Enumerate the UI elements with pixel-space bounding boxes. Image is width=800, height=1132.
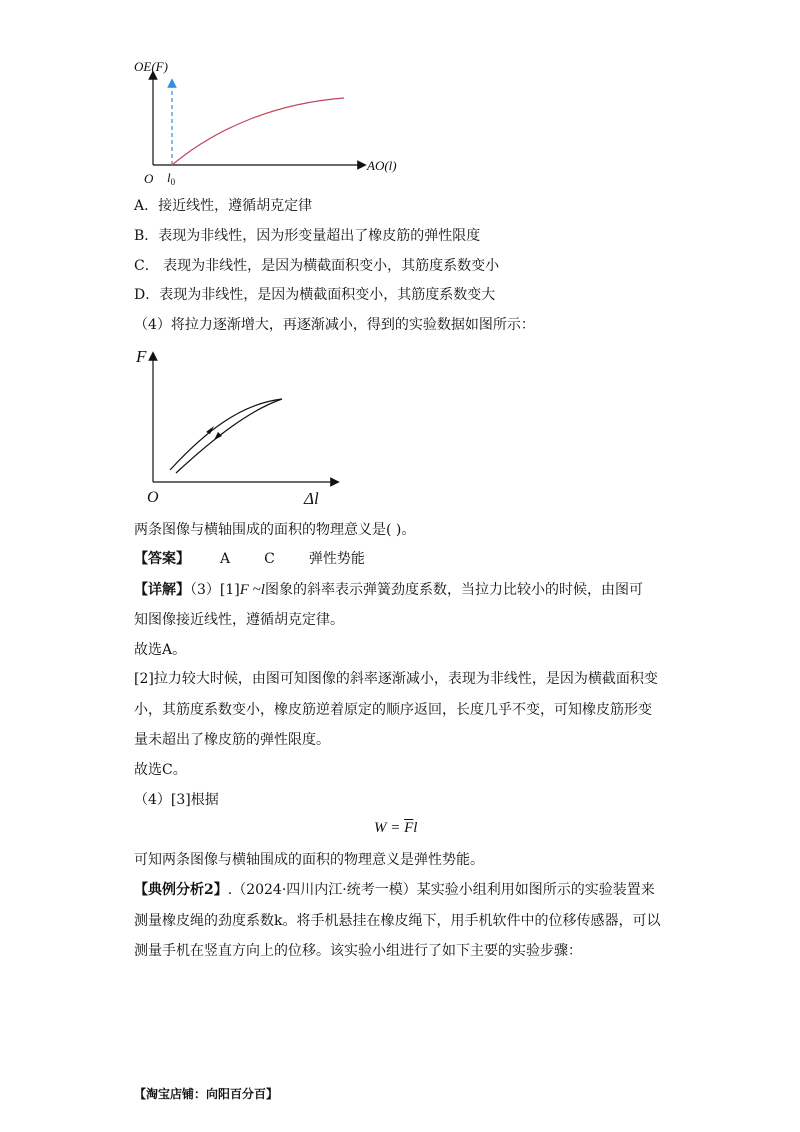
formula-lhs: W =: [374, 820, 405, 836]
explain-line-2: 知图像接近线性，遵循胡克定律。: [134, 612, 344, 628]
figure-2-graph: [130, 342, 350, 507]
answer-label: 【答案】: [134, 551, 190, 567]
option-b: B．表现为非线性，因为形变量超出了橡皮筋的弹性限度: [134, 228, 481, 244]
figure-1-graph: [130, 55, 410, 190]
explain-label: 【详解】: [134, 582, 190, 598]
question-4-text: 两条图像与横轴围成的面积的物理意义是( )。: [134, 522, 416, 538]
example-line-1: [134, 880, 655, 900]
figure-2-unloading-curve: [176, 399, 282, 473]
formula-rhs: l: [413, 820, 418, 836]
option-a: A．接近线性，遵循胡克定律: [134, 198, 313, 214]
explain-line-7: 故选C。: [134, 762, 187, 778]
example-line-3: 测量手机在竖直方向上的位移。该实验小组进行了如下主要的实验步骤：: [134, 943, 582, 959]
answer-3: 弹性势能: [308, 551, 365, 567]
example-label: 【典例分析2】: [134, 882, 228, 898]
work-formula: [374, 820, 417, 837]
figure-2-x-label: Δl: [304, 489, 319, 507]
explain-line-1: [134, 580, 643, 600]
answer-1: A: [220, 551, 231, 567]
explain-line-8: （4）[3]根据: [134, 792, 219, 808]
figure-2-origin: O: [147, 489, 159, 506]
example-line-2: 测量橡皮绳的劲度系数k。将手机悬挂在橡皮绳下，用手机软件中的位移传感器，可以: [134, 913, 661, 929]
explain-line-5: 小，其筋度系数变小，橡皮筋逆着原定的顺序返回，长度几乎不变，可知橡皮筋形变: [134, 702, 652, 718]
figure-2-loading-curve: [170, 399, 282, 470]
option-d: D．表现为非线性，是因为横截面积变小，其筋度系数变大: [134, 287, 496, 303]
explain-line-4: [2]拉力较大时候，由图可知图像的斜率逐渐减小，表现为非线性，是因为横截面积变: [134, 671, 658, 687]
question-4-intro: （4）将拉力逐渐增大，再逐渐减小，得到的实验数据如图所示：: [134, 317, 535, 333]
figure-2-down-arrow: [214, 432, 222, 440]
figure-1-x-label: AO(l): [367, 158, 397, 173]
figure-1-y-label: OE(F): [134, 59, 168, 74]
answer-line: [134, 549, 365, 569]
answer-2: C: [264, 551, 275, 567]
figure-2-y-label: F: [136, 347, 147, 366]
option-c: C． 表现为非线性，是因为横截面积变小，其筋度系数变小: [134, 258, 500, 274]
example-line-1-text: .（2024·四川内江·统考一模）某实验小组利用如图所示的实验装置来: [227, 882, 655, 898]
footer-shop: 【淘宝店铺：向阳百分百】: [134, 1087, 279, 1101]
figure-1-curve: [172, 98, 344, 165]
explain-math: F ~l: [239, 582, 265, 598]
explain-line-9: 可知两条图像与横轴围成的面积的物理意义是弹性势能。: [134, 852, 484, 868]
explain-line-3: 故选A。: [134, 642, 187, 658]
formula-mean-force: $\overline{F}$: [404, 820, 414, 836]
explain-prefix: （3）[1]: [190, 582, 240, 598]
explain-line-6: 量未超出了橡皮筋的弹性限度。: [134, 732, 330, 748]
figure-1-origin: O: [144, 171, 154, 186]
explain-rest: 图象的斜率表示弹簧劲度系数，当拉力比较小的时候，由图可: [264, 582, 643, 598]
figure-1-l0-label: $l_0$: [167, 170, 176, 187]
